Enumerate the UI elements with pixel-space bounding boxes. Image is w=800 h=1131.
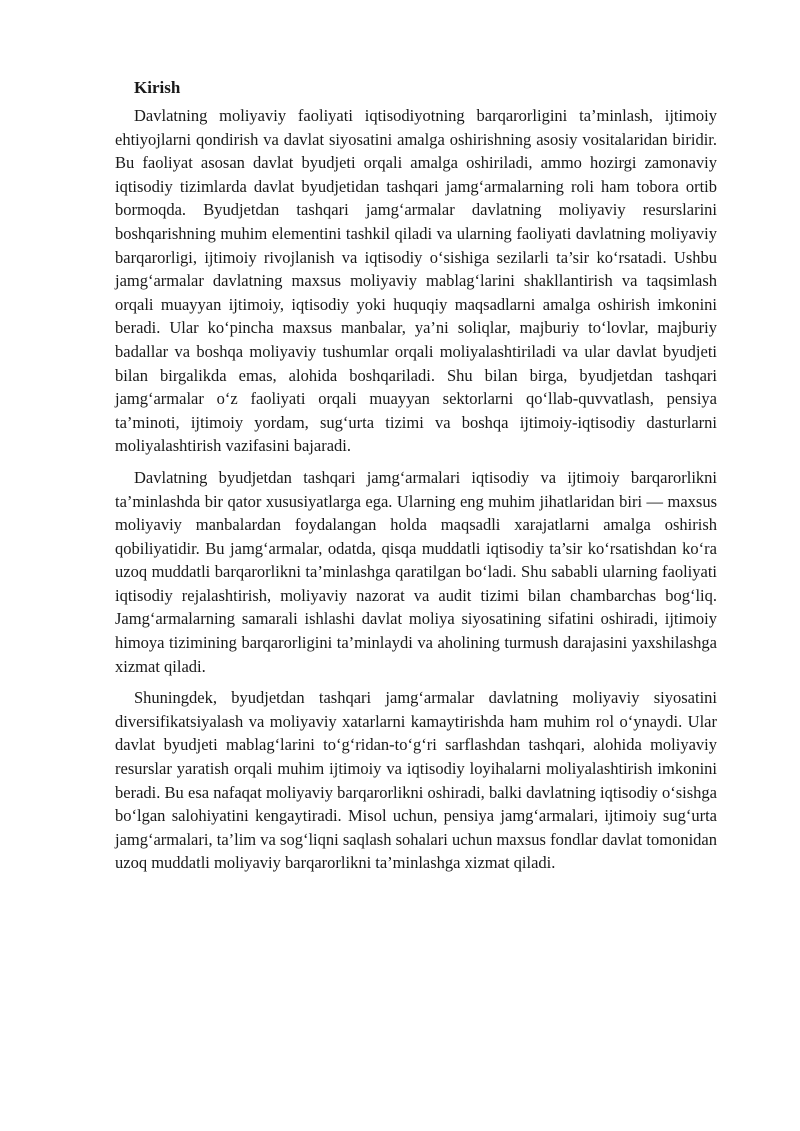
paragraph: Shuningdek, byudjetdan tashqari jamg‘armalar davlatning moliyaviy siyosatini diversifikatsiyalash va moliyaviy xatarlarni kamaytirishda ham muhim rol o‘ynaydi. Ular davlat byudjeti mablag‘larini to‘g‘ridan-to‘g‘ri sarflashdan tashqari, alohida moliyaviy resurslar yaratish orqali muhim ijtimoiy va iqtisodiy loyihalarni moliyalashtirish imkonini beradi. Bu esa nafaqat moliyaviy barqarorlikni oshiradi, balki davlatning iqtisodiy o‘sishga bo‘lgan salohiyatini kengaytiradi. Misol uchun, pensiya jamg‘armalari, ijtimoiy sug‘urta jamg‘armalari, ta’lim va sog‘liqni saqlash sohalari uchun maxsus fondlar davlat tomonidan uzoq muddatli moliyaviy barqarorlikni ta’minlashga xizmat qiladi. (115, 688, 717, 873)
paragraph: Davlatning byudjetdan tashqari jamg‘armalari iqtisodiy va ijtimoiy barqarorlikni ta’minlashda bir qator xususiyatlarga ega. Ularning eng muhim jihatlaridan biri — maxsus moliyaviy manbalardan foydalangan holda maqsadli xarajatlarni amalga oshirish qobiliyatidir. Bu jamg‘armalar, odatda, qisqa muddatli iqtisodiy ta’sir ko‘rsatishdan ko‘ra uzoq muddatli barqarorlikni ta’minlashga qaratilgan bo‘ladi. Shu sababli ularning faoliyati iqtisodiy rejalashtirish, moliyaviy nazorat va audit tizimi bilan chambarchas bog‘liq. Jamg‘armalarning samarali ishlashi davlat moliya siyosatining sifatini oshiradi, ijtimoiy himoya tizimining barqarorligini ta’minlaydi va aholining turmush darajasini yaxshilashga xizmat qiladi. (115, 467, 717, 676)
section-heading: Kirish (134, 78, 181, 97)
paragraph: Davlatning moliyaviy faoliyati iqtisodiyotning barqarorligini ta’minlash, ijtimoiy ehtiyojlarni qondirish va davlat siyosatini amalga oshirishning asosiy vositalaridan biridir. Bu faoliyat asosan davlat byudjeti orqali amalga oshiriladi, ammo hozirgi zamonaviy iqtisodiy tizimlarda davlat byudjetidan tashqari jamg‘armalarning roli ham tobora ortib bormoqda. Byudjetdan tashqari jamg‘armalar davlatning moliyaviy resurslarini boshqarishning muhim elementini tashkil qiladi va ularning faoliyati davlatning moliyaviy barqarorligi, ijtimoiy rivojlanish va iqtisodiy o‘sishiga sezilarli ta’sir ko‘rsatadi. Ushbu jamg‘armalar davlatning maxsus moliyaviy mablag‘larini shakllantirish va taqsimlash orqali muayyan ijtimoiy, iqtisodiy yoki huquqiy maqsadlarni amalga oshirish imkonini beradi. Ular ko‘pincha maxsus manbalar, ya’ni soliqlar, majburiy to‘lovlar, majburiy badallar va boshqa moliyaviy tushumlar orqali moliyalashtiriladi va ular davlat byudjeti bilan birgalikda emas, alohida boshqariladi. Shu bilan birga, byudjetdan tashqari jamg‘armalar o‘z faoliyati orqali muayyan sektorlarni qo‘llab-quvvatlash, pensiya ta’minoti, ijtimoiy yordam, sug‘urta tizimi va boshqa ijtimoiy-iqtisodiy dasturlarni moliyalashtirish vazifasini bajaradi. (115, 106, 717, 456)
